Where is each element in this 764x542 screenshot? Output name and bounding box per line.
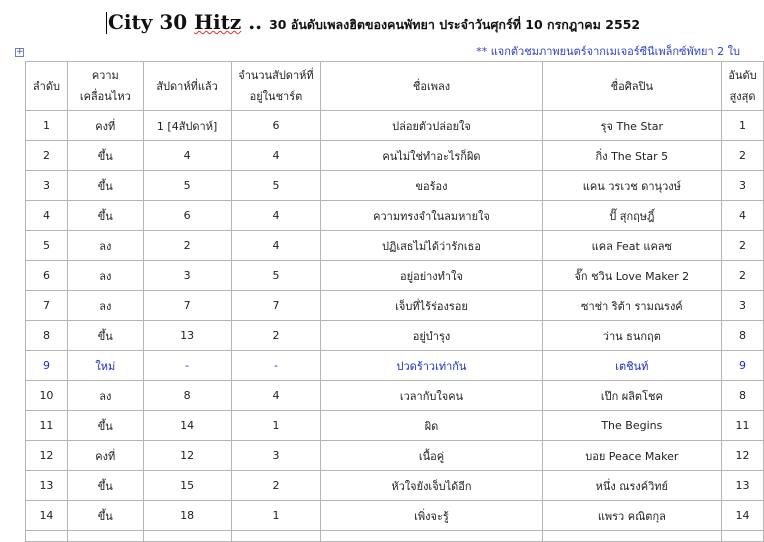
cell-song: ปล่อยตัวปล่อยใจ: [321, 111, 542, 141]
cell-peak: 3: [722, 171, 764, 201]
cell-movement: คงที่: [67, 441, 143, 471]
cell-last-week: 7: [143, 291, 231, 321]
cell-last-week: -: [143, 351, 231, 381]
cell-artist: รุจ The Star: [542, 111, 722, 141]
cell-weeks: 4: [231, 381, 321, 411]
cell-last-week: 14: [143, 411, 231, 441]
ticket-note: ** แจกตัวชมภาพยนตร์จากเมเจอร์ซีนีเพล็กซ์พัทยา 2 ใบ: [476, 45, 740, 58]
text-cursor: [106, 12, 107, 34]
cell-movement: ขึ้น: [67, 501, 143, 531]
cell-weeks: 1: [231, 501, 321, 531]
cell-peak: 14: [722, 501, 764, 531]
cell-last-week: 2: [143, 231, 231, 261]
cell-artist: หนึ่ง ณรงค์วิทย์: [542, 471, 722, 501]
header-movement-line1: ความ: [91, 69, 119, 82]
header-movement: [67, 62, 143, 111]
cell-movement: ขึ้น: [67, 141, 143, 171]
cell-last-week: 12: [143, 441, 231, 471]
cell-rank: 4: [26, 201, 68, 231]
cell-last-week: 5: [143, 171, 231, 201]
cell-weeks: 1: [231, 411, 321, 441]
title-spelled-word: Hitz: [194, 10, 242, 34]
table-row: [26, 201, 764, 231]
cell-partial: [231, 531, 321, 542]
cell-artist: ว่าน ธนกฤต: [542, 321, 722, 351]
cell-weeks: 2: [231, 471, 321, 501]
cell-peak: 1: [722, 111, 764, 141]
cell-song: เจ็บที่ไร้ร่องรอย: [321, 291, 542, 321]
cell-rank: 8: [26, 321, 68, 351]
cell-last-week: 8: [143, 381, 231, 411]
cell-rank: 13: [26, 471, 68, 501]
cell-rank: 7: [26, 291, 68, 321]
cell-peak: 2: [722, 141, 764, 171]
chart-table: [25, 61, 764, 542]
table-row: [26, 381, 764, 411]
title-prefix: City 30: [108, 10, 195, 34]
cell-movement: ใหม่: [67, 351, 143, 381]
cell-peak: 2: [722, 231, 764, 261]
cell-artist: บอย Peace Maker: [542, 441, 722, 471]
cell-weeks: 5: [231, 261, 321, 291]
cell-rank: 9: [26, 351, 68, 381]
cell-movement: ลง: [67, 231, 143, 261]
table-row: [26, 441, 764, 471]
header-peak-line2: สูงสุด: [729, 90, 756, 103]
table-move-handle-icon[interactable]: +: [16, 47, 24, 57]
header-weeks-line1: จำนวนสัปดาห์ที่: [238, 69, 314, 82]
cell-weeks: -: [231, 351, 321, 381]
cell-rank: 3: [26, 171, 68, 201]
cell-last-week: 15: [143, 471, 231, 501]
header-song: ชื่อเพลง: [321, 62, 542, 111]
cell-artist: กิ่ง The Star 5: [542, 141, 722, 171]
cell-artist: แคน วรเวช ดานุวงษ์: [542, 171, 722, 201]
cell-song: อยู่อย่างทำใจ: [321, 261, 542, 291]
cell-movement: ลง: [67, 261, 143, 291]
cell-rank: 2: [26, 141, 68, 171]
cell-partial: [143, 531, 231, 542]
cell-peak: 8: [722, 381, 764, 411]
cell-last-week: 4: [143, 141, 231, 171]
cell-weeks: 4: [231, 201, 321, 231]
cell-last-week: 13: [143, 321, 231, 351]
cell-artist: ซาช่า ริต้า รามณรงค์: [542, 291, 722, 321]
table-row: [26, 411, 764, 441]
table-row: [26, 171, 764, 201]
cell-peak: 12: [722, 441, 764, 471]
cell-artist: แพรว คณิตกุล: [542, 501, 722, 531]
cell-last-week: 1 [4สัปดาห์]: [143, 111, 231, 141]
title-main: [108, 10, 269, 34]
cell-partial: [321, 531, 542, 542]
cell-weeks: 6: [231, 111, 321, 141]
cell-peak: 3: [722, 291, 764, 321]
cell-song: ความทรงจำในลมหายใจ: [321, 201, 542, 231]
cell-peak: 9: [722, 351, 764, 381]
cell-movement: ขึ้น: [67, 321, 143, 351]
cell-rank: 1: [26, 111, 68, 141]
cell-weeks: 2: [231, 321, 321, 351]
header-rank: ลำดับ: [26, 62, 68, 111]
table-row: [26, 501, 764, 531]
cell-weeks: 4: [231, 231, 321, 261]
cell-artist: เป๊ก ผลิตโชค: [542, 381, 722, 411]
cell-song: ขอร้อง: [321, 171, 542, 201]
cell-artist: The Begins: [542, 411, 722, 441]
header-peak: [722, 62, 764, 111]
cell-song: ปวดร้าวเท่ากัน: [321, 351, 542, 381]
cell-song: เนื้อคู่: [321, 441, 542, 471]
table-row: [26, 321, 764, 351]
cell-partial: [722, 531, 764, 542]
header-peak-line1: อันดับ: [728, 69, 757, 82]
table-row-partial: [26, 531, 764, 542]
cell-movement: ลง: [67, 291, 143, 321]
title-suffix: ..: [241, 10, 270, 34]
table-row: [26, 291, 764, 321]
header-last-week: สัปดาห์ที่แล้ว: [143, 62, 231, 111]
cell-rank: 6: [26, 261, 68, 291]
cell-song: อยู่บำรุง: [321, 321, 542, 351]
cell-song: คนไม่ใช่ทำอะไรก็ผิด: [321, 141, 542, 171]
table-row: [26, 471, 764, 501]
cell-peak: 2: [722, 261, 764, 291]
cell-artist: แคล Feat แคลซ: [542, 231, 722, 261]
table-header-row: [26, 62, 764, 111]
cell-song: หัวใจยังเจ็บได้อีก: [321, 471, 542, 501]
cell-peak: 13: [722, 471, 764, 501]
cell-peak: 8: [722, 321, 764, 351]
cell-movement: ขึ้น: [67, 471, 143, 501]
cell-weeks: 4: [231, 141, 321, 171]
cell-rank: 12: [26, 441, 68, 471]
table-row: [26, 231, 764, 261]
cell-rank: 5: [26, 231, 68, 261]
header-movement-line2: เคลื่อนไหว: [79, 90, 131, 103]
cell-last-week: 3: [143, 261, 231, 291]
cell-artist: เตชินท์: [542, 351, 722, 381]
cell-song: เวลากับใจคน: [321, 381, 542, 411]
cell-partial: [26, 531, 68, 542]
cell-last-week: 18: [143, 501, 231, 531]
header-weeks-line2: อยู่ในชาร์ต: [249, 90, 303, 103]
cell-artist: จั๊ก ชวิน Love Maker 2: [542, 261, 722, 291]
table-row: [26, 141, 764, 171]
table-row: [26, 261, 764, 291]
cell-weeks: 3: [231, 441, 321, 471]
cell-partial: [542, 531, 722, 542]
cell-partial: [67, 531, 143, 542]
cell-artist: ปั๊ สุกฤษฎิ์: [542, 201, 722, 231]
title-subtitle: 30 อันดับเพลงฮิตของคนพัทยา ประจำวันศุกร์ที่ 10 กรกฎาคม 2552: [269, 17, 641, 32]
cell-movement: ขึ้น: [67, 201, 143, 231]
header-weeks: [231, 62, 321, 111]
table-row: [26, 351, 764, 381]
cell-song: ปฏิเสธไม่ได้ว่ารักเธอ: [321, 231, 542, 261]
header-artist: ชื่อศิลปิน: [542, 62, 722, 111]
cell-last-week: 6: [143, 201, 231, 231]
table-row: [26, 111, 764, 141]
page-title: [108, 10, 640, 35]
cell-song: เพิ่งจะรู้: [321, 501, 542, 531]
cell-rank: 14: [26, 501, 68, 531]
cell-movement: ขึ้น: [67, 171, 143, 201]
cell-movement: ลง: [67, 381, 143, 411]
cell-rank: 11: [26, 411, 68, 441]
cell-rank: 10: [26, 381, 68, 411]
cell-weeks: 7: [231, 291, 321, 321]
cell-movement: ขึ้น: [67, 411, 143, 441]
cell-movement: คงที่: [67, 111, 143, 141]
cell-peak: 4: [722, 201, 764, 231]
cell-peak: 11: [722, 411, 764, 441]
cell-weeks: 5: [231, 171, 321, 201]
cell-song: ผิด: [321, 411, 542, 441]
